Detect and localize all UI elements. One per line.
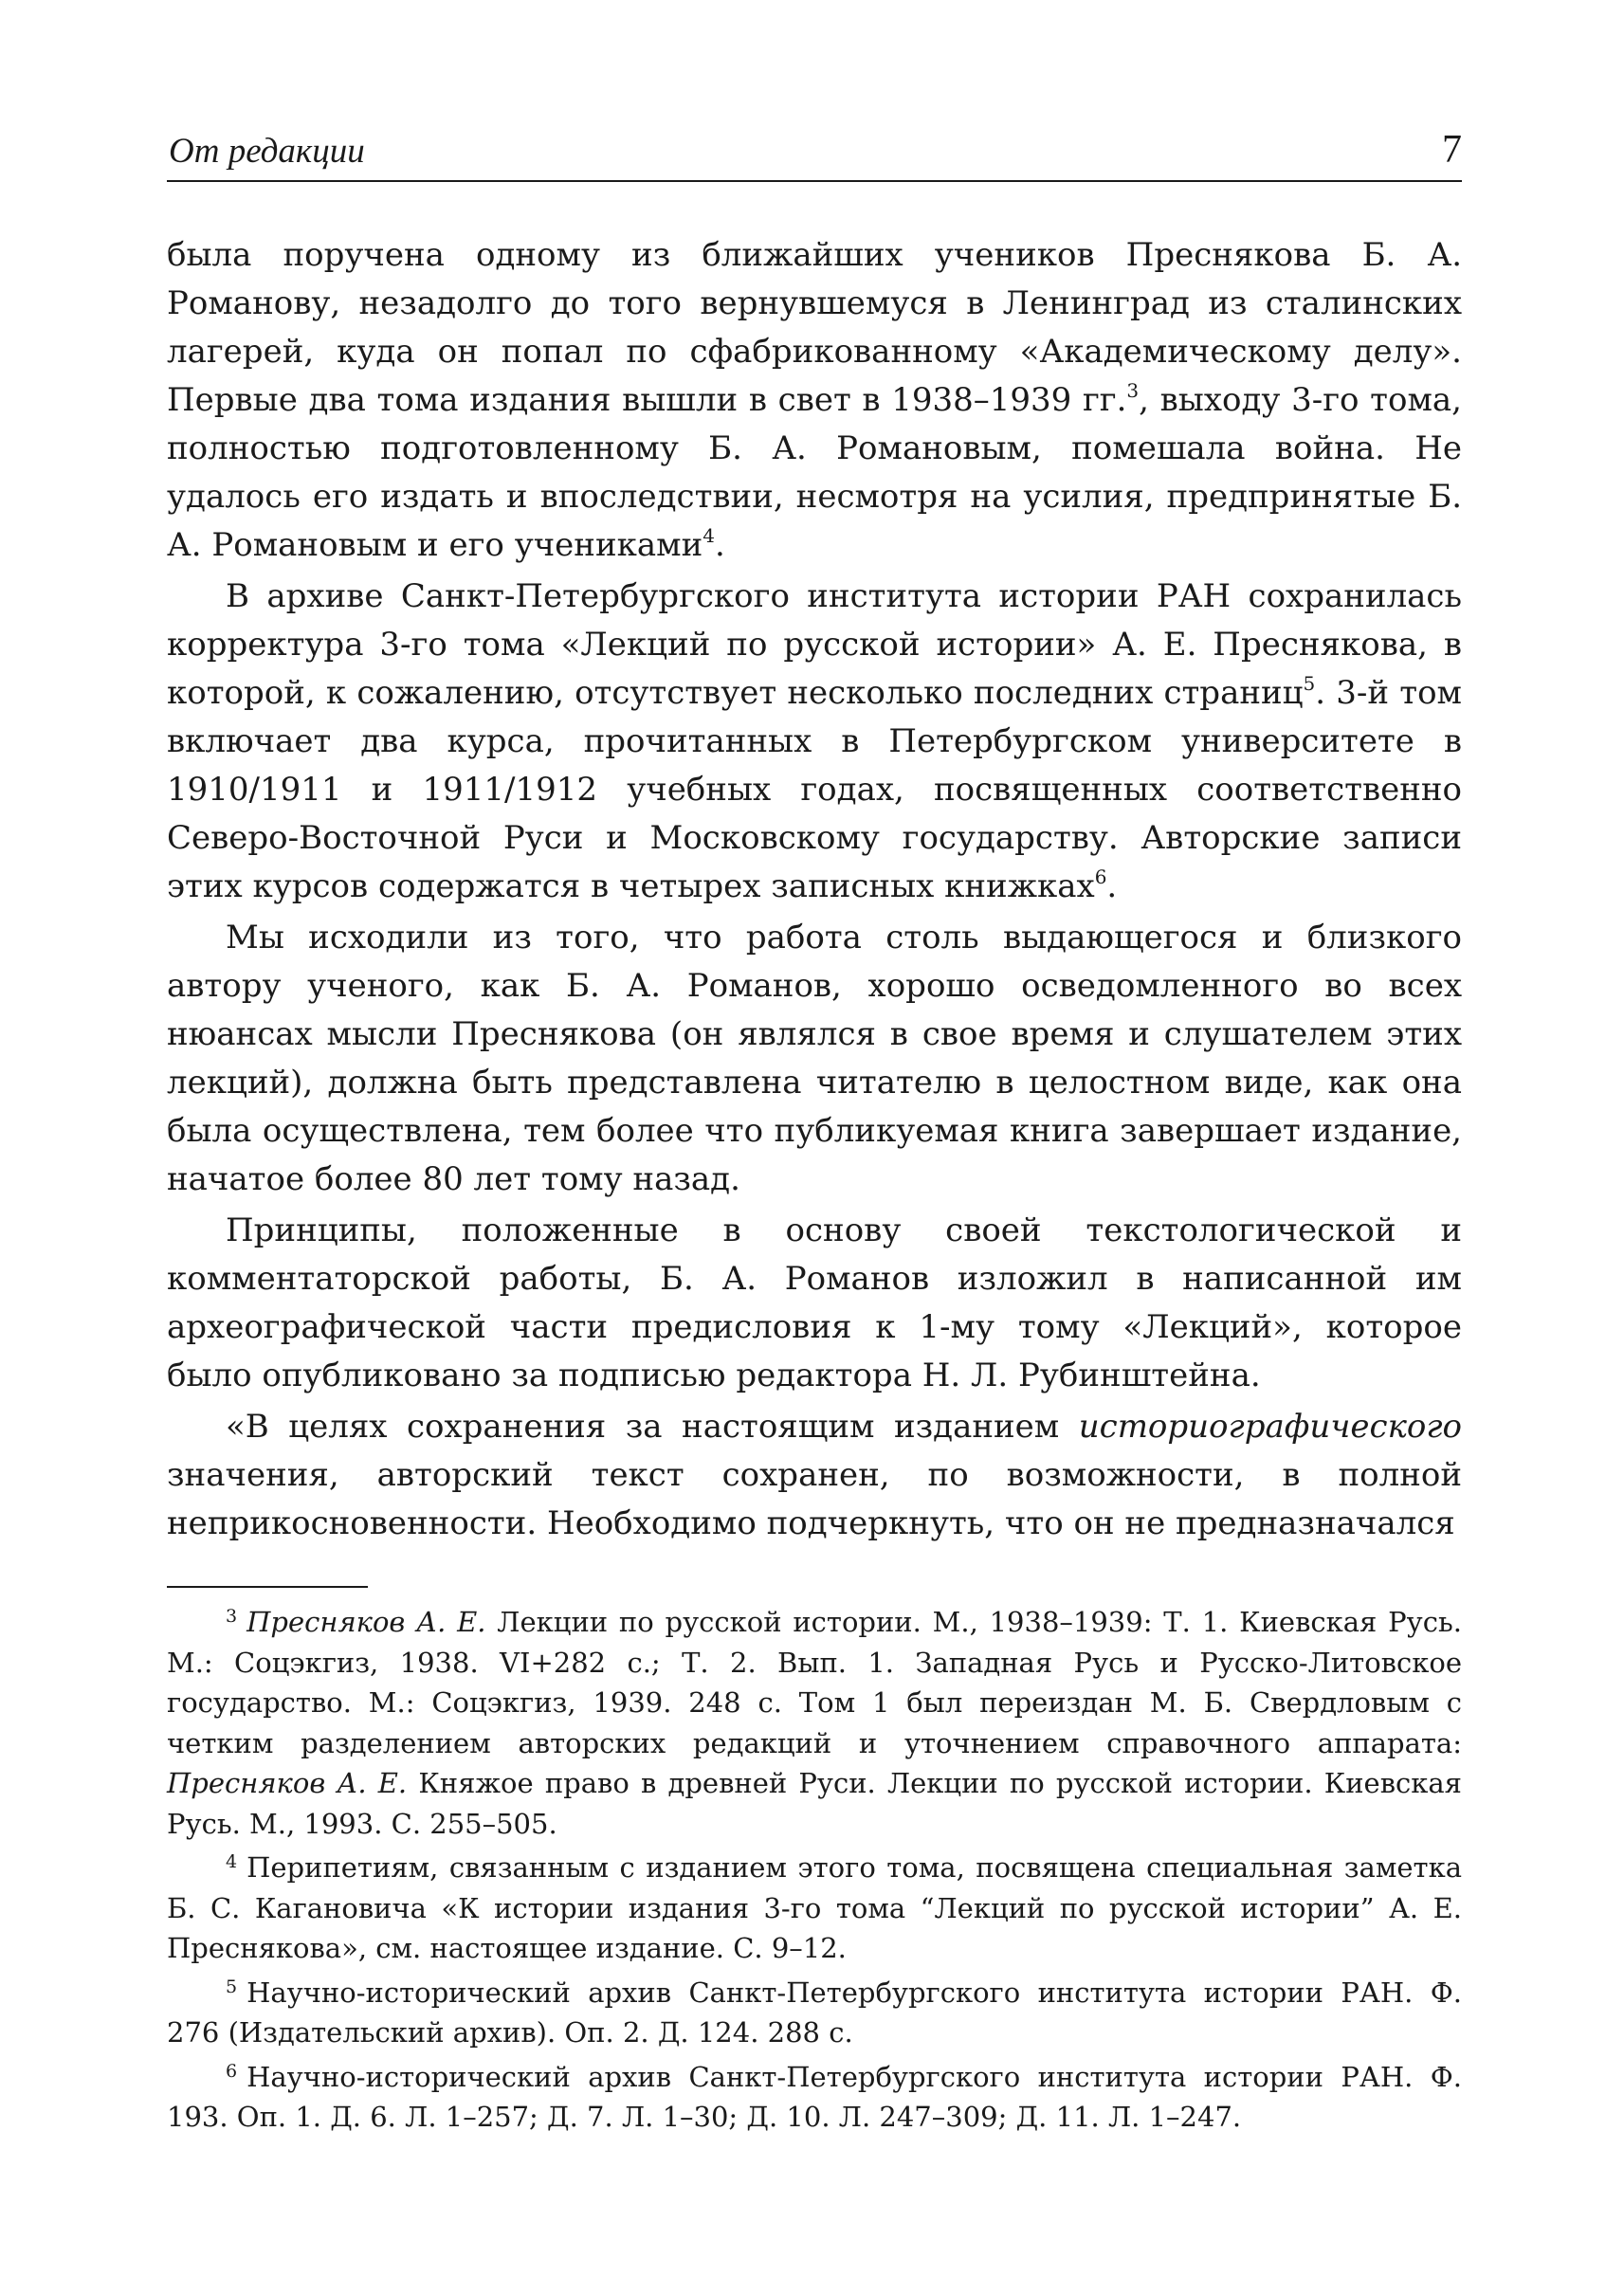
paragraph-1 xyxy=(167,231,1462,570)
footnote-text: Научно-исторический архив Санкт-Петербургского института истории РАН. Ф. 193. Оп. 1. Д. 6. Л. 1–257; Д. 7. Л. 1–30; Д. 10. Л. 247–309; Д. 11. Л. 1–247. xyxy=(167,2060,1462,2133)
paragraph-2-text-a: В архиве Санкт-Петербургского института истории РАН сохранилась корректура 3-го тома «Лекций по русской истории» А. Е. Преснякова, в которой, к сожалению, отсутствует несколько последних страниц xyxy=(167,577,1462,712)
paragraph-2-text-c: . xyxy=(1106,867,1118,905)
footnote-6 xyxy=(167,2057,1462,2138)
footnote-ref-3: 3 xyxy=(1126,379,1140,402)
footnote-ref-4: 4 xyxy=(703,524,715,547)
paragraph-4: Принципы, положенные в основу своей текстологической и комментаторской работы, Б. А. Романов изложил в написанной им археографической части предисловия к 1-му тому «Лекций», которое было опубликовано за подписью редактора Н. Л. Рубинштейна. xyxy=(167,1211,1462,1394)
paragraph-1-text-a: была поручена одному из ближайших учеников Преснякова Б. А. Романову, незадолго до того вернувшемуся в Ленинград из сталинских лагерей, куда он попал по сфабрикованному «Академическому делу». Первые два тома издания вышли в свет в 1938–1939 гг. xyxy=(167,236,1462,419)
book-page xyxy=(167,0,1462,2295)
footnote-5 xyxy=(167,1973,1462,2053)
paragraph-3: Мы исходили из того, что работа столь выдающегося и близкого автору ученого, как Б. А. Романов, хорошо осведомленного во всех нюансах мысли Преснякова (он являлся в свое время и слушателем этих лекций), должна быть представлена читателю в целостном виде, как она была осуществлена, тем более что публикуемая книга завершает издание, начатое более 80 лет тому назад. xyxy=(167,919,1462,1198)
paragraph-5-emphasis: историографического xyxy=(1078,1408,1462,1446)
paragraph-5-text-b: значения, авторский текст сохранен, по возможности, в полной неприкосновенности. Необходимо подчеркнуть, что он не предназначался xyxy=(167,1456,1462,1542)
footnote-number: 5 xyxy=(226,1976,238,1997)
footnote-author: Пресняков А. Е. xyxy=(246,1606,486,1638)
footnote-divider xyxy=(167,1586,368,1588)
footnote-text: Лекции по русской истории. М., 1938–1939: Т. 1. Киевская Русь. М.: Соцэкгиз, 1938. VI+282 с.; Т. 2. Вып. 1. Западная Русь и Русско-Литовское государство. М.: Соцэкгиз, 1939. 248 с. Том 1 был переиздан М. Б. Свердловым с четким разделением авторских редакций и уточнением справочного аппарата: xyxy=(167,1606,1462,1759)
paragraph-5-text-a: «В целях сохранения за настоящим изданием xyxy=(226,1408,1079,1446)
running-header xyxy=(167,123,1462,182)
footnote-number: 4 xyxy=(226,1851,238,1872)
paragraph-1-text-c: . xyxy=(714,526,725,564)
main-text xyxy=(167,231,1462,1551)
paragraph-2-text-b: . 3-й том включает два курса, прочитанных в Петербургском университете в 1910/1911 и 1911/1912 учебных годах, посвященных соответственно Северо-Восточной Руси и Московскому государству. Авторские записи этих курсов содержатся в четырех записных книжках xyxy=(167,674,1462,905)
footnote-text: Научно-исторический архив Санкт-Петербургского института истории РАН. Ф. 276 (Издательский архив). Оп. 2. Д. 124. 288 с. xyxy=(167,1976,1462,2049)
footnote-3 xyxy=(167,1602,1462,1844)
footnote-text: Княжое право в древней Руси. Лекции по русской истории. Киевская Русь. М., 1993. С. 255–505. xyxy=(167,1767,1462,1840)
footnote-ref-5: 5 xyxy=(1303,672,1316,695)
footnote-4 xyxy=(167,1848,1462,1969)
footnote-ref-6: 6 xyxy=(1094,865,1107,888)
footnote-number: 6 xyxy=(226,2060,238,2082)
paragraph-5 xyxy=(167,1403,1462,1548)
paragraph-1-text-b: , выходу 3-го тома, полностью подготовленному Б. А. Романовым, помешала война. Не удалось его издать и впоследствии, несмотря на усилия, предпринятые Б. А. Романовым и его учениками xyxy=(167,381,1462,564)
footnote-number: 3 xyxy=(226,1606,238,1627)
running-title: От редакции xyxy=(169,132,365,171)
footnote-author: Пресняков А. Е. xyxy=(167,1767,408,1799)
paragraph-2 xyxy=(167,573,1462,911)
footnote-text: Перипетиям, связанным с изданием этого тома, посвящена специальная заметка Б. С. Кагановича «К истории издания 3-го тома “Лекций по русской истории” А. Е. Преснякова», см. настоящее издание. С. 9–12. xyxy=(167,1851,1462,1964)
page-number: 7 xyxy=(1442,128,1462,172)
footnotes xyxy=(167,1602,1462,2141)
